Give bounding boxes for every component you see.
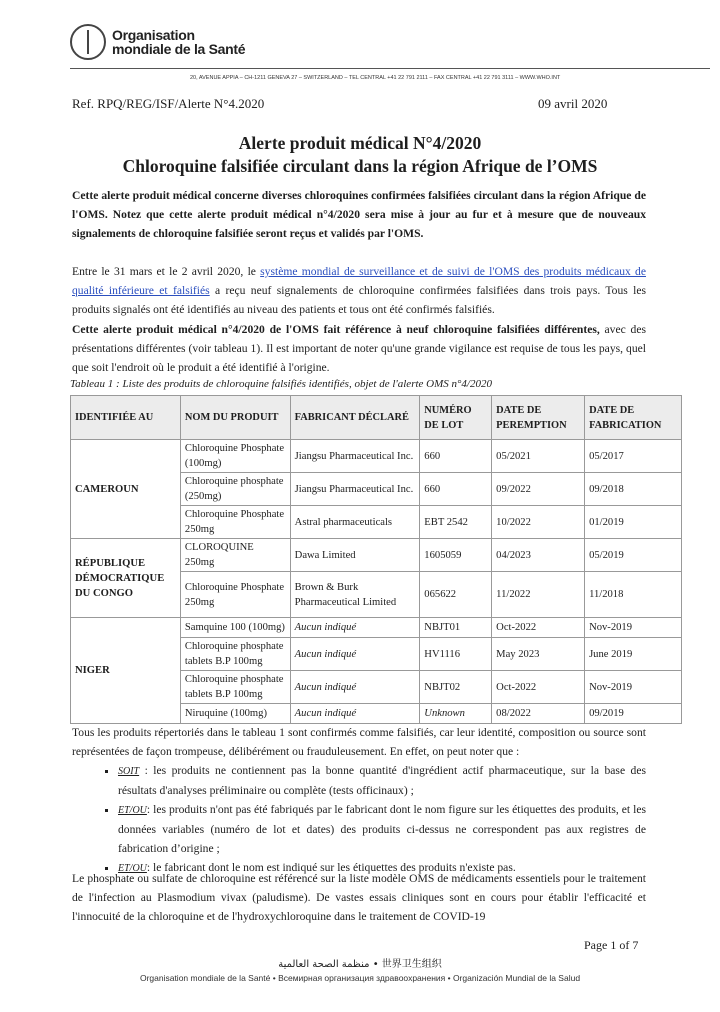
table-cell: Chloroquine Phosphate 250mg [180, 572, 290, 618]
header-divider [70, 68, 710, 69]
table-cell: Astral pharmaceuticals [290, 506, 420, 539]
who-emblem-icon [70, 24, 106, 60]
table-cell: Nov-2019 [585, 618, 682, 638]
table-cell: 04/2023 [492, 539, 585, 572]
country-cell: NIGER [71, 618, 181, 724]
column-header: NOM DU PRODUIT [180, 396, 290, 440]
title-line-1: Alerte produit médical N°4/2020 [238, 133, 482, 153]
document-title [60, 132, 660, 178]
table-cell: Jiangsu Pharmaceutical Inc. [290, 440, 420, 473]
table-cell: 09/2019 [585, 704, 682, 724]
table-cell: EBT 2542 [420, 506, 492, 539]
table-cell: Samquine 100 (100mg) [180, 618, 290, 638]
column-header: DATE DE FABRICATION [585, 396, 682, 440]
table-row [71, 618, 682, 638]
table-cell: Chloroquine phosphate (250mg) [180, 473, 290, 506]
page-number: Page 1 of 7 [584, 938, 639, 952]
falsified-products-table [70, 395, 682, 724]
who-logo [70, 24, 245, 60]
table-cell: June 2019 [585, 638, 682, 671]
table-cell: NBJT01 [420, 618, 492, 638]
org-name-line2: mondiale de la Santé [112, 41, 246, 57]
table-cell: Chloroquine phosphate tablets B.P 100mg [180, 638, 290, 671]
table-cell: Dawa Limited [290, 539, 420, 572]
reference-number: Ref. RPQ/REG/ISF/Alerte N°4.2020 [72, 96, 265, 111]
country-cell: CAMEROUN [71, 440, 181, 539]
table-cell: Aucun indiqué [290, 618, 420, 638]
column-header: DATE DE PEREMPTION [492, 396, 585, 440]
table-cell: Brown & Burk Pharmaceutical Limited [290, 572, 420, 618]
table-cell: Aucun indiqué [290, 704, 420, 724]
table-cell: 1605059 [420, 539, 492, 572]
surveillance-paragraph: Entre le 31 mars et le 2 avril 2020, le système mondial de surveillance et de suivi de l'OMS des produits médicaux de qualité inférieure et falsifiés a reçu neuf signalements de chloroquine confirmées falsifiées dans trois pays. Tous les produits signalés ont été identifiés au niveau des patients et tous ont été confirmés falsifiés. [72, 265, 646, 316]
table-cell: Aucun indiqué [290, 671, 420, 704]
table-cell: Chloroquine Phosphate 250mg [180, 506, 290, 539]
column-header: IDENTIFIÉE AU [71, 396, 181, 440]
surveillance-system-link[interactable]: système mondial de surveillance et de suivi de l'OMS des produits médicaux de qualité inférieure et falsifiés [72, 265, 646, 297]
table-cell: 660 [420, 473, 492, 506]
list-item: ▪ ET/OU: les produits n'ont pas été fabriqués par le fabricant dont le nom figure sur les étiquettes des produits, et les données variables (numéro de lot et dates) des produits ci-dessus ne correspondent pas aux registres de fabrication d’origine ; [118, 800, 646, 858]
table-cell: NBJT02 [420, 671, 492, 704]
falsification-paragraph: Tous les produits répertoriés dans le tableau 1 sont confirmés comme falsifiés, car leur identité, composition ou source sont représentées de façon trompeuse, délibérément ou frauduleusement. En effet, on peut noter que : [72, 726, 646, 758]
table-cell: Jiangsu Pharmaceutical Inc. [290, 473, 420, 506]
table-header-row [71, 396, 682, 440]
intro-paragraph: Cette alerte produit médical concerne diverses chloroquines confirmées falsifiées circulant dans la région Afrique de l'OMS. Notez que cette alerte produit médical n°4/2020 sera mise à jour au fur et à mesure que de nouveaux signalements de chloroquine falsifiée seront reçus et validés par l'OMS. [72, 189, 646, 240]
table-row [71, 440, 682, 473]
table-cell: May 2023 [492, 638, 585, 671]
table-cell: 09/2022 [492, 473, 585, 506]
table-cell: CLOROQUINE 250mg [180, 539, 290, 572]
table-cell: 05/2019 [585, 539, 682, 572]
table-cell: HV1116 [420, 638, 492, 671]
column-header: FABRICANT DÉCLARÉ [290, 396, 420, 440]
footer-languages: منظمة الصحة العالمية • 世界卫生组织 [278, 959, 442, 970]
table-cell: 10/2022 [492, 506, 585, 539]
reference-paragraph: Cette alerte produit médical n°4/2020 de l'OMS fait référence à neuf chloroquine falsifiées différentes, avec des présentations différentes (voir tableau 1). Il est important de noter qu'une grande vigilance est requise de tous les pays, quel que soit l'endroit où le produit a été identifié à l'origine. [72, 323, 646, 374]
chloroquine-paragraph: Le phosphate ou sulfate de chloroquine est référencé sur la liste modèle OMS de médicaments essentiels pour le traitement de l'infection au Plasmodium vivax (paludisme). De vastes essais cliniques sont en cours pour établir l'efficacité et l'innocuité de la chloroquine et de l'hydroxychloroquine dans le traitement de COVID-19 [72, 872, 646, 923]
table-cell: Chloroquine Phosphate (100mg) [180, 440, 290, 473]
table-cell: Unknown [420, 704, 492, 724]
table-cell: Nov-2019 [585, 671, 682, 704]
table-cell: Aucun indiqué [290, 638, 420, 671]
org-name-line1: Organisation [112, 27, 195, 43]
table-cell: Oct-2022 [492, 618, 585, 638]
table-cell: 11/2018 [585, 572, 682, 618]
title-line-2: Chloroquine falsifiée circulant dans la région Afrique de l’OMS [122, 156, 598, 176]
table-cell: 11/2022 [492, 572, 585, 618]
list-item: ▪ SOIT : les produits ne contiennent pas la bonne quantité d'ingrédient actif pharmaceutique, sur la base des résultats d'analyses préliminaire ou complète (tests officinaux) ; [118, 761, 646, 800]
footer-org-names: Organisation mondiale de la Santé • Всемирная организация здравоохранения • Organización Mundial de la Salud [139, 973, 581, 983]
country-cell: RÉPUBLIQUE DÉMOCRATIQUE DU CONGO [71, 539, 181, 618]
table-cell: 08/2022 [492, 704, 585, 724]
table-cell: Oct-2022 [492, 671, 585, 704]
table-cell: 05/2017 [585, 440, 682, 473]
document-date: 09 avril 2020 [538, 96, 608, 111]
table-cell: 01/2019 [585, 506, 682, 539]
list-item: ▪ ET/OU: le fabricant dont le nom est indiqué sur les étiquettes des produits n'existe pas. [118, 858, 646, 878]
address-line: 20, AVENUE APPIA – CH-1211 GENEVA 27 – SWITZERLAND – TEL CENTRAL +41 22 791 2111 – FAX CENTRAL +41 22 791 3111 – WWW.WHO.INT [190, 75, 561, 81]
table-row [71, 539, 682, 572]
column-header: NUMÉRO DE LOT [420, 396, 492, 440]
table-cell: 09/2018 [585, 473, 682, 506]
table-caption: Tableau 1 : Liste des produits de chloroquine falsifiés identifiés, objet de l'alerte OMS n°4/2020 [70, 378, 492, 390]
table-cell: Chloroquine phosphate tablets B.P 100mg [180, 671, 290, 704]
table-cell: Niruquine (100mg) [180, 704, 290, 724]
table-cell: 065622 [420, 572, 492, 618]
table-cell: 660 [420, 440, 492, 473]
criteria-list [72, 761, 646, 878]
table-cell: 05/2021 [492, 440, 585, 473]
